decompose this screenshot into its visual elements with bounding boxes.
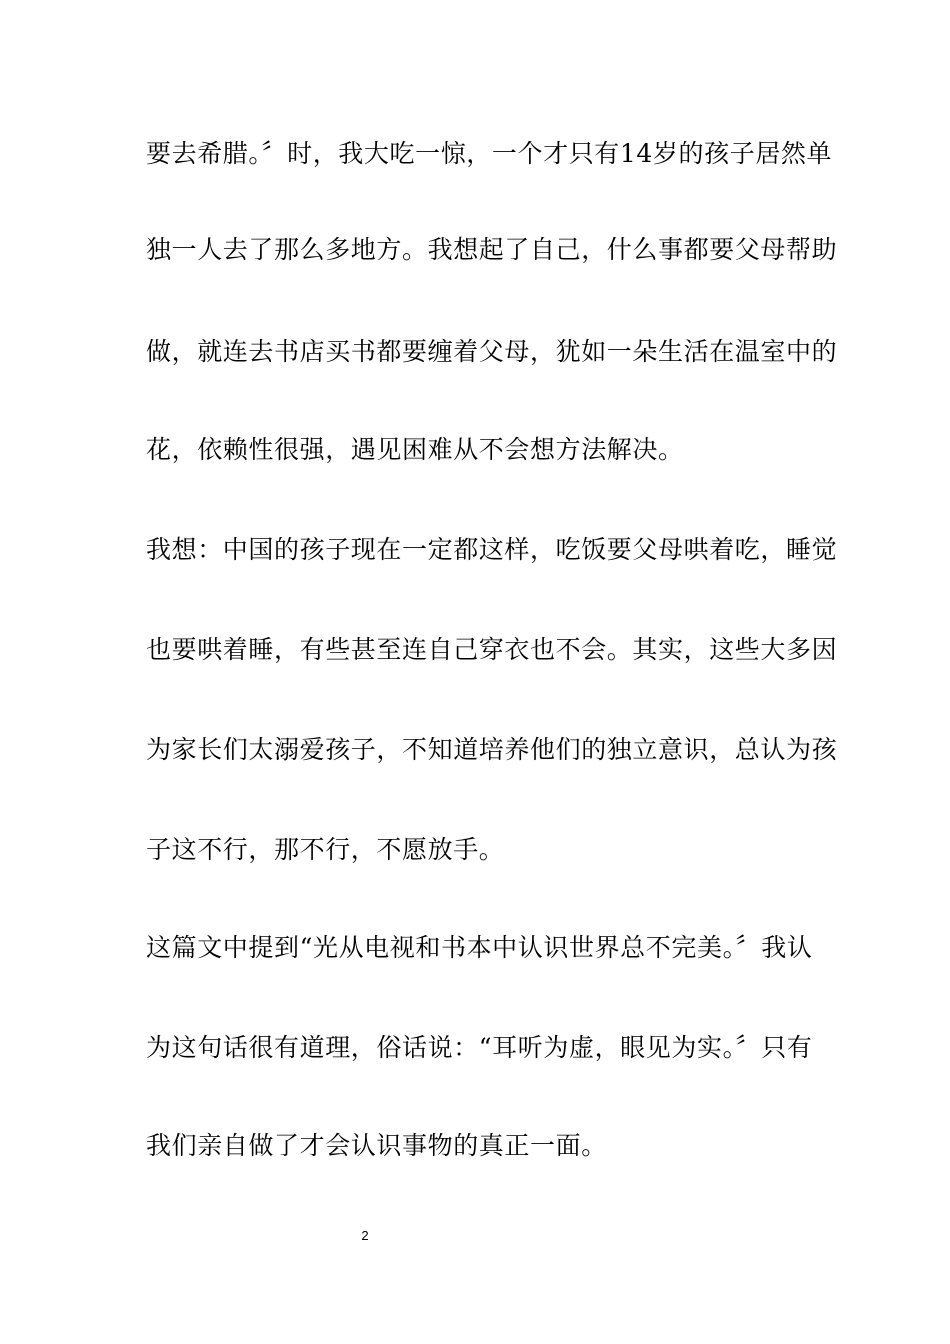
text-line: 这篇文中提到“光从电视和书本中认识世界总不完美。〞我认 — [146, 933, 813, 962]
text-line: 我想：中国的孩子现在一定都这样，吃饭要父母哄着吃，睡觉 — [146, 535, 838, 564]
text-line: 独一人去了那么多地方。我想起了自己，什么事都要父母帮助 — [146, 235, 838, 264]
text-line: 子这不行，那不行，不愿放手。 — [146, 835, 505, 864]
text-line: 要去希腊。〞时，我大吃一惊，一个才只有14岁的孩子居然单 — [146, 139, 833, 168]
text-line: 为这句话很有道理，俗话说：“耳听为虚，眼见为实。〞只有 — [146, 1033, 813, 1062]
text-line: 花，依赖性很强，遇见困难从不会想方法解决。 — [146, 435, 684, 464]
text-line: 也要哄着睡，有些甚至连自己穿衣也不会。其实，这些大多因 — [146, 635, 838, 664]
text-line: 为家长们太溺爱孩子，不知道培养他们的独立意识，总认为孩 — [146, 735, 838, 764]
page-number: 2 — [361, 1228, 369, 1243]
text-line: 我们亲自做了才会认识事物的真正一面。 — [146, 1131, 607, 1160]
text-line: 做，就连去书店买书都要缠着父母，犹如一朵生活在温室中的 — [146, 337, 838, 366]
